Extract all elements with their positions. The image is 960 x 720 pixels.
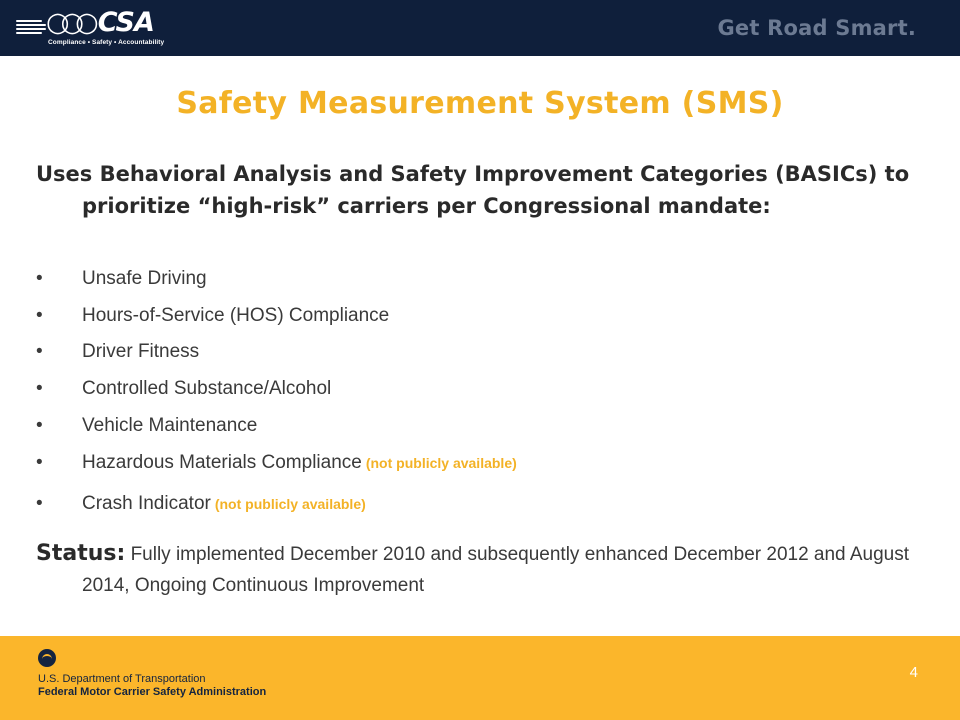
list-item xyxy=(36,305,916,327)
list-item xyxy=(36,268,916,290)
bullet-icon: • xyxy=(36,378,43,399)
bullet-text: Unsafe Driving xyxy=(82,268,207,289)
slide-title: Safety Measurement System (SMS) xyxy=(176,86,784,121)
list-item xyxy=(36,452,916,474)
csa-tagline: Compliance • Safety • Accountability xyxy=(48,39,165,46)
header-bar xyxy=(0,0,960,56)
administration-name: Federal Motor Carrier Safety Administration xyxy=(38,686,267,698)
status-text: Fully implemented December 2010 and subsequently enhanced December 2012 and August 2014, Ongoing Continuous Improvement xyxy=(82,544,910,596)
basics-list xyxy=(36,268,916,515)
intro-text: Uses Behavioral Analysis and Safety Improvement Categories (BASICs) to prioritize “high-risk” carriers per Congressional mandate: xyxy=(36,162,910,218)
availability-note: (not publicly available) xyxy=(365,455,517,471)
bullet-icon: • xyxy=(36,493,43,514)
list-item xyxy=(36,378,916,400)
bullet-icon: • xyxy=(36,341,43,362)
bullet-icon: • xyxy=(36,415,43,436)
bullet-text: Vehicle Maintenance xyxy=(82,415,258,436)
list-item xyxy=(36,341,916,363)
list-item xyxy=(36,415,916,437)
rings-icon: ○○○ xyxy=(46,7,90,38)
availability-note: (not publicly available) xyxy=(214,496,366,512)
status-paragraph xyxy=(36,538,942,601)
speed-lines-icon xyxy=(16,20,46,34)
department-name: U.S. Department of Transportation xyxy=(38,673,206,685)
csa-logo xyxy=(16,6,216,50)
footer-bar xyxy=(0,636,960,720)
bullet-text: Driver Fitness xyxy=(82,341,200,362)
bullet-icon: • xyxy=(36,452,43,473)
csa-logo-text: ○○○ CSA xyxy=(46,7,154,38)
usdot-emblem-icon xyxy=(38,649,56,667)
bullet-text: Hours-of-Service (HOS) Compliance xyxy=(82,305,390,326)
page-number: 4 xyxy=(909,664,918,681)
status-label: Status: xyxy=(36,541,126,566)
bullet-icon: • xyxy=(36,305,43,326)
bullet-icon: • xyxy=(36,268,43,289)
agency-name xyxy=(38,673,266,699)
bullet-text: Crash Indicator xyxy=(82,493,211,514)
list-item xyxy=(36,493,916,515)
bullet-text: Controlled Substance/Alcohol xyxy=(82,378,332,399)
bullet-text: Hazardous Materials Compliance xyxy=(82,452,362,473)
slogan: Get Road Smart. xyxy=(717,16,916,40)
